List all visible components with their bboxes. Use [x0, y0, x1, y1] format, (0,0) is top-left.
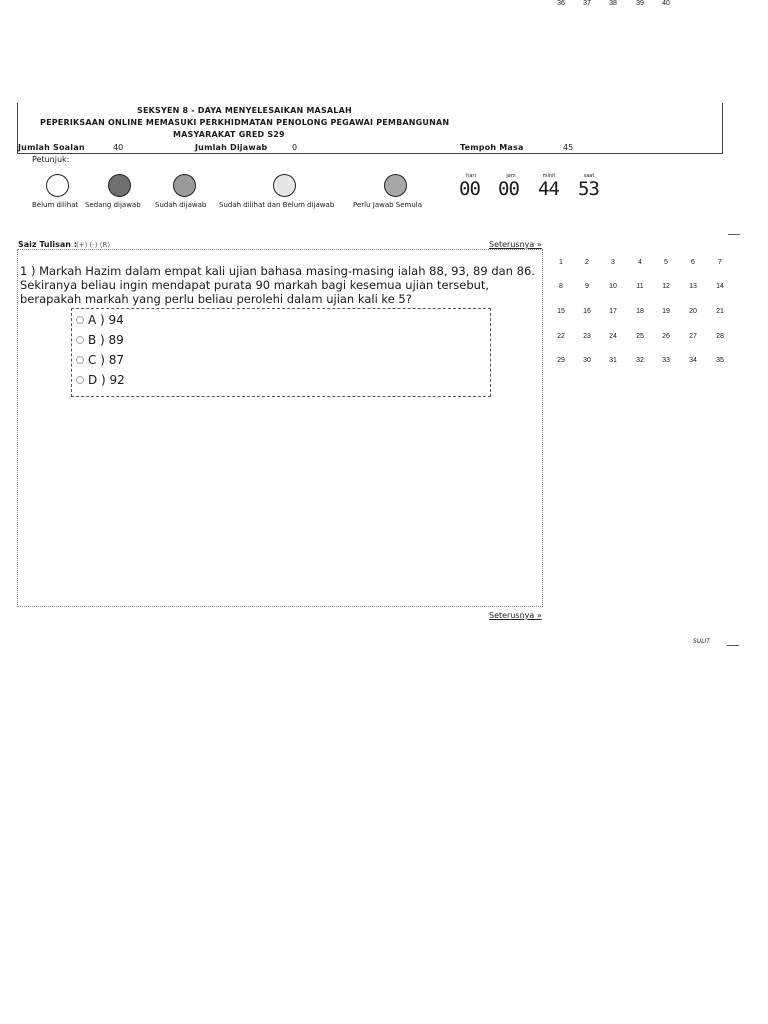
option-b[interactable] [76, 333, 124, 347]
timer-jam-value: 00 [498, 178, 519, 200]
radio-icon[interactable] [76, 336, 84, 344]
question-number-36[interactable]: 36 [557, 0, 565, 7]
question-number-35[interactable]: 35 [716, 357, 724, 364]
question-text: 1 ) Markah Hazim dalam empat kali ujian bahasa masing-masing ialah 88, 93, 89 dan 86. Sekiranya beliau ingin mendapat purata 90 markah bagi kesemua ujian tersebut, berapakah markah yang perlu beliau perolehi dalam ujian kali ke 5? [20, 264, 535, 306]
question-number-5[interactable]: 5 [664, 259, 668, 266]
question-number-27[interactable]: 27 [689, 333, 697, 340]
footer-dash [727, 645, 739, 646]
question-number-24[interactable]: 24 [609, 333, 617, 340]
question-number-11[interactable]: 11 [636, 283, 644, 290]
question-number-16[interactable]: 16 [583, 308, 591, 315]
timer-jam-label: jam [506, 173, 516, 179]
question-number-20[interactable]: 20 [689, 308, 697, 315]
saiz-tulisan-label: Saiz Tulisan : [18, 240, 77, 249]
header-bottom-rule [17, 153, 723, 154]
question-number-15[interactable]: 15 [557, 308, 565, 315]
radio-icon[interactable] [76, 356, 84, 364]
question-number-22[interactable]: 22 [557, 333, 565, 340]
question-number-1[interactable]: 1 [559, 259, 563, 266]
option-c-label: C ) 87 [88, 353, 124, 367]
question-number-40[interactable]: 40 [662, 0, 670, 7]
header-line-2: PEPERIKSAAN ONLINE MEMASUKI PERKHIDMATAN PENOLONG PEGAWAI PEMBANGUNAN [40, 118, 450, 127]
option-d-label: D ) 92 [88, 373, 125, 387]
timer-hari-value: 00 [459, 178, 480, 200]
legend-label-sudah-dijawab: Sudah dijawab [155, 201, 207, 209]
question-number-17[interactable]: 17 [609, 308, 617, 315]
seterusnya-top-link[interactable]: Seterusnya » [489, 240, 542, 249]
option-a[interactable] [76, 313, 124, 327]
option-c[interactable] [76, 353, 124, 367]
question-number-6[interactable]: 6 [691, 259, 695, 266]
timer-minit-value: 44 [538, 178, 559, 200]
tempoh-masa-value: 45 [563, 143, 574, 152]
header-right-border [722, 103, 723, 153]
legend-label-sudah-dilihat: Sudah dilihat dan Belum dijawab [219, 201, 335, 209]
question-number-12[interactable]: 12 [662, 283, 670, 290]
jumlah-dijawab-label: Jumlah Dijawab [195, 143, 268, 152]
tempoh-masa-label: Tempoh Masa [460, 143, 524, 152]
legend-icon-sudah-dilihat [273, 174, 296, 197]
legend-icon-sudah-dijawab [173, 174, 196, 197]
question-number-39[interactable]: 39 [636, 0, 644, 7]
font-size-controls[interactable]: (+) (-) (R) [76, 241, 111, 249]
header-line-3: MASYARAKAT GRED S29 [173, 130, 285, 139]
seterusnya-bottom-link[interactable]: Seterusnya » [489, 611, 542, 620]
question-number-38[interactable]: 38 [609, 0, 617, 7]
option-b-label: B ) 89 [88, 333, 124, 347]
question-number-8[interactable]: 8 [559, 283, 563, 290]
timer-saat-value: 53 [578, 178, 599, 200]
jumlah-soalan-label: Jumlah Soalan [18, 143, 85, 152]
question-number-13[interactable]: 13 [689, 283, 697, 290]
timer-saat-label: saat [583, 173, 595, 179]
timer-hari-label: hari [466, 173, 476, 179]
sulit-label: SULIT [693, 638, 710, 645]
question-number-31[interactable]: 31 [609, 357, 617, 364]
question-number-32[interactable]: 32 [636, 357, 644, 364]
question-number-7[interactable]: 7 [718, 259, 722, 266]
question-number-29[interactable]: 29 [557, 357, 565, 364]
radio-icon[interactable] [76, 316, 84, 324]
question-number-21[interactable]: 21 [716, 308, 724, 315]
jumlah-dijawab-value: 0 [292, 143, 298, 152]
legend-label-perlu-jawab-semula: Perlu Jawab Semula [353, 201, 423, 209]
question-number-23[interactable]: 23 [583, 333, 591, 340]
header-line-1: SEKSYEN 8 - DAYA MENYELESAIKAN MASALAH [137, 106, 352, 115]
question-number-3[interactable]: 3 [611, 259, 615, 266]
question-number-4[interactable]: 4 [638, 259, 642, 266]
question-number-25[interactable]: 25 [636, 333, 644, 340]
question-number-37[interactable]: 37 [583, 0, 591, 7]
timer-minit-label: minit [542, 173, 556, 179]
question-number-2[interactable]: 2 [585, 259, 589, 266]
radio-icon[interactable] [76, 376, 84, 384]
legend-icon-perlu-jawab-semula [384, 174, 407, 197]
question-number-33[interactable]: 33 [662, 357, 670, 364]
question-number-30[interactable]: 30 [583, 357, 591, 364]
question-number-14[interactable]: 14 [716, 283, 724, 290]
top-right-dash [728, 234, 740, 235]
legend-label-belum-dilihat: Belum dilihat [32, 201, 79, 209]
question-number-18[interactable]: 18 [636, 308, 644, 315]
question-number-26[interactable]: 26 [662, 333, 670, 340]
legend-icon-belum-dilihat [46, 174, 69, 197]
question-number-19[interactable]: 19 [662, 308, 670, 315]
options-box [71, 308, 491, 397]
jumlah-soalan-value: 40 [113, 143, 124, 152]
legend-icon-sedang-dijawab [108, 174, 131, 197]
question-number-34[interactable]: 34 [689, 357, 697, 364]
option-a-label: A ) 94 [88, 313, 124, 327]
option-d[interactable] [76, 373, 125, 387]
legend-label-sedang-dijawab: Sedang dijawab [85, 201, 141, 209]
question-number-9[interactable]: 9 [585, 283, 589, 290]
question-number-10[interactable]: 10 [609, 283, 617, 290]
petunjuk-label: Petunjuk: [32, 155, 70, 164]
question-number-28[interactable]: 28 [716, 333, 724, 340]
